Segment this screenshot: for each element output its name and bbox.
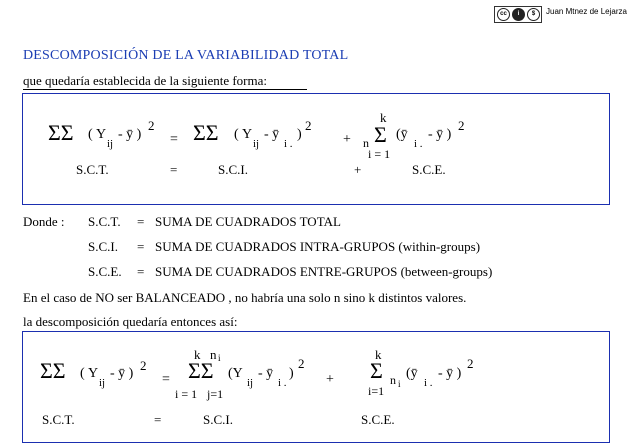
author-name: Juan Mtnez de Lejarza: [546, 7, 627, 16]
eq2-sce-open: (ȳ: [406, 366, 418, 381]
eq2-lhs-paren: (: [80, 366, 85, 381]
sci-ij: ij: [253, 138, 260, 150]
eq2-label-equals: =: [154, 412, 162, 427]
def-sct-eq: =: [137, 214, 145, 229]
eq2-k: k: [194, 347, 201, 362]
unbalanced-note: En el caso de NO ser BALANCEADO , no habría una solo n sino k distintos valores.: [23, 290, 467, 305]
eq2-label-sct: S.C.T.: [42, 412, 75, 427]
lhs-double-sum: ΣΣ: [48, 120, 74, 145]
def-sct-abbr: S.C.T.: [88, 214, 121, 229]
sce-k: k: [380, 110, 387, 125]
eq2-sci-ij: ij: [247, 377, 254, 389]
sce-sigma: Σ: [374, 122, 387, 147]
def-sci-text: SUMA DE CUADRADOS INTRA-GRUPOS (within-groups): [155, 239, 481, 254]
eq2-sci-open: (Y: [228, 366, 243, 381]
sci-Y: Y: [242, 127, 253, 142]
eq2-plus: +: [326, 372, 334, 387]
eq2-n-i: n: [390, 373, 396, 387]
cc-license-badge: [494, 6, 542, 23]
def-sci-eq: =: [137, 239, 145, 254]
sce-square: 2: [458, 118, 465, 133]
label-equals: =: [170, 162, 178, 177]
label-sct: S.C.T.: [76, 162, 109, 177]
eq2-lhs-double-sum: ΣΣ: [40, 358, 66, 383]
def-sct-text: SUMA DE CUADRADOS TOTAL: [155, 214, 341, 229]
lead-text: que quedaría establecida de la siguiente forma:: [23, 73, 307, 90]
equals-sign: =: [170, 132, 178, 147]
sce-open-ybar: (ȳ: [396, 127, 408, 142]
sci-close: ): [297, 127, 302, 142]
sci-square: 2: [305, 118, 312, 133]
eq2-sci-minus-ybar: - ȳ: [258, 366, 274, 381]
sce-n: n: [363, 136, 369, 150]
sci-double-sum: ΣΣ: [193, 120, 219, 145]
def-sce-abbr: S.C.E.: [88, 264, 122, 279]
eq2-sci-square: 2: [298, 356, 305, 371]
eq2-double-sigma: ΣΣ: [188, 358, 214, 383]
eq2-i1: i=1: [368, 384, 385, 398]
eq2-ni: n: [210, 347, 217, 362]
eq2-n-i-sub: i: [398, 379, 401, 389]
sce-i-dot: i .: [414, 138, 423, 150]
eq2-j-eq-1: j=1: [207, 387, 224, 401]
eq2-label-sce: S.C.E.: [361, 412, 395, 427]
sci-i-dot: i .: [284, 138, 293, 150]
page-title: DESCOMPOSICIÓN DE LA VARIABILIDAD TOTAL: [23, 48, 349, 63]
lhs-square: 2: [148, 118, 155, 133]
donde-label: Donde :: [23, 214, 65, 229]
def-sce-eq: =: [137, 264, 145, 279]
label-sce: S.C.E.: [412, 162, 446, 177]
eq2-lhs-ij: ij: [99, 377, 106, 389]
lhs-ij: ij: [107, 138, 114, 150]
eq2-ni-sub: i: [218, 353, 221, 363]
sci-paren: (: [234, 127, 239, 142]
formula-box-unbalanced: [22, 331, 610, 443]
eq2-i-eq-1: i = 1: [175, 387, 198, 401]
eq2-sci-close: ): [289, 366, 294, 381]
cc-icon: cc: [497, 8, 510, 21]
def-sce-text: SUMA DE CUADRADOS ENTRE-GRUPOS (between-groups): [155, 264, 493, 279]
eq2-label-sci: S.C.I.: [203, 412, 233, 427]
sci-minus-ybar: - ȳ: [264, 127, 280, 142]
sce-i-eq-1: i = 1: [368, 147, 391, 161]
eq2-equals: =: [162, 372, 170, 387]
plus-sign: +: [343, 132, 351, 147]
eq2-sci-i-dot: i .: [278, 377, 287, 389]
sce-minus-ybar: - ȳ ): [428, 127, 452, 142]
lead-text-2: la descomposición quedaría entonces así:: [23, 314, 238, 329]
lhs-Y: Y: [96, 127, 107, 142]
eq2-lhs-Y: Y: [88, 366, 99, 381]
label-plus: +: [354, 162, 362, 177]
by-icon: i: [512, 8, 525, 21]
eq2-sce-sigma: Σ: [370, 358, 383, 383]
eq2-lhs-minus-ybar: - ȳ ): [110, 366, 134, 381]
eq2-lhs-square: 2: [140, 358, 147, 373]
lhs-paren: (: [88, 127, 93, 142]
eq2-sce-minus-ybar: - ȳ ): [438, 366, 462, 381]
lhs-minus-ybar: - ȳ ): [118, 127, 142, 142]
label-sci: S.C.I.: [218, 162, 248, 177]
eq2-sce-square: 2: [467, 356, 474, 371]
def-sci-abbr: S.C.I.: [88, 239, 118, 254]
nc-icon: $: [527, 8, 540, 21]
eq2-sce-k: k: [375, 347, 382, 362]
eq2-sce-i-dot: i .: [424, 377, 433, 389]
